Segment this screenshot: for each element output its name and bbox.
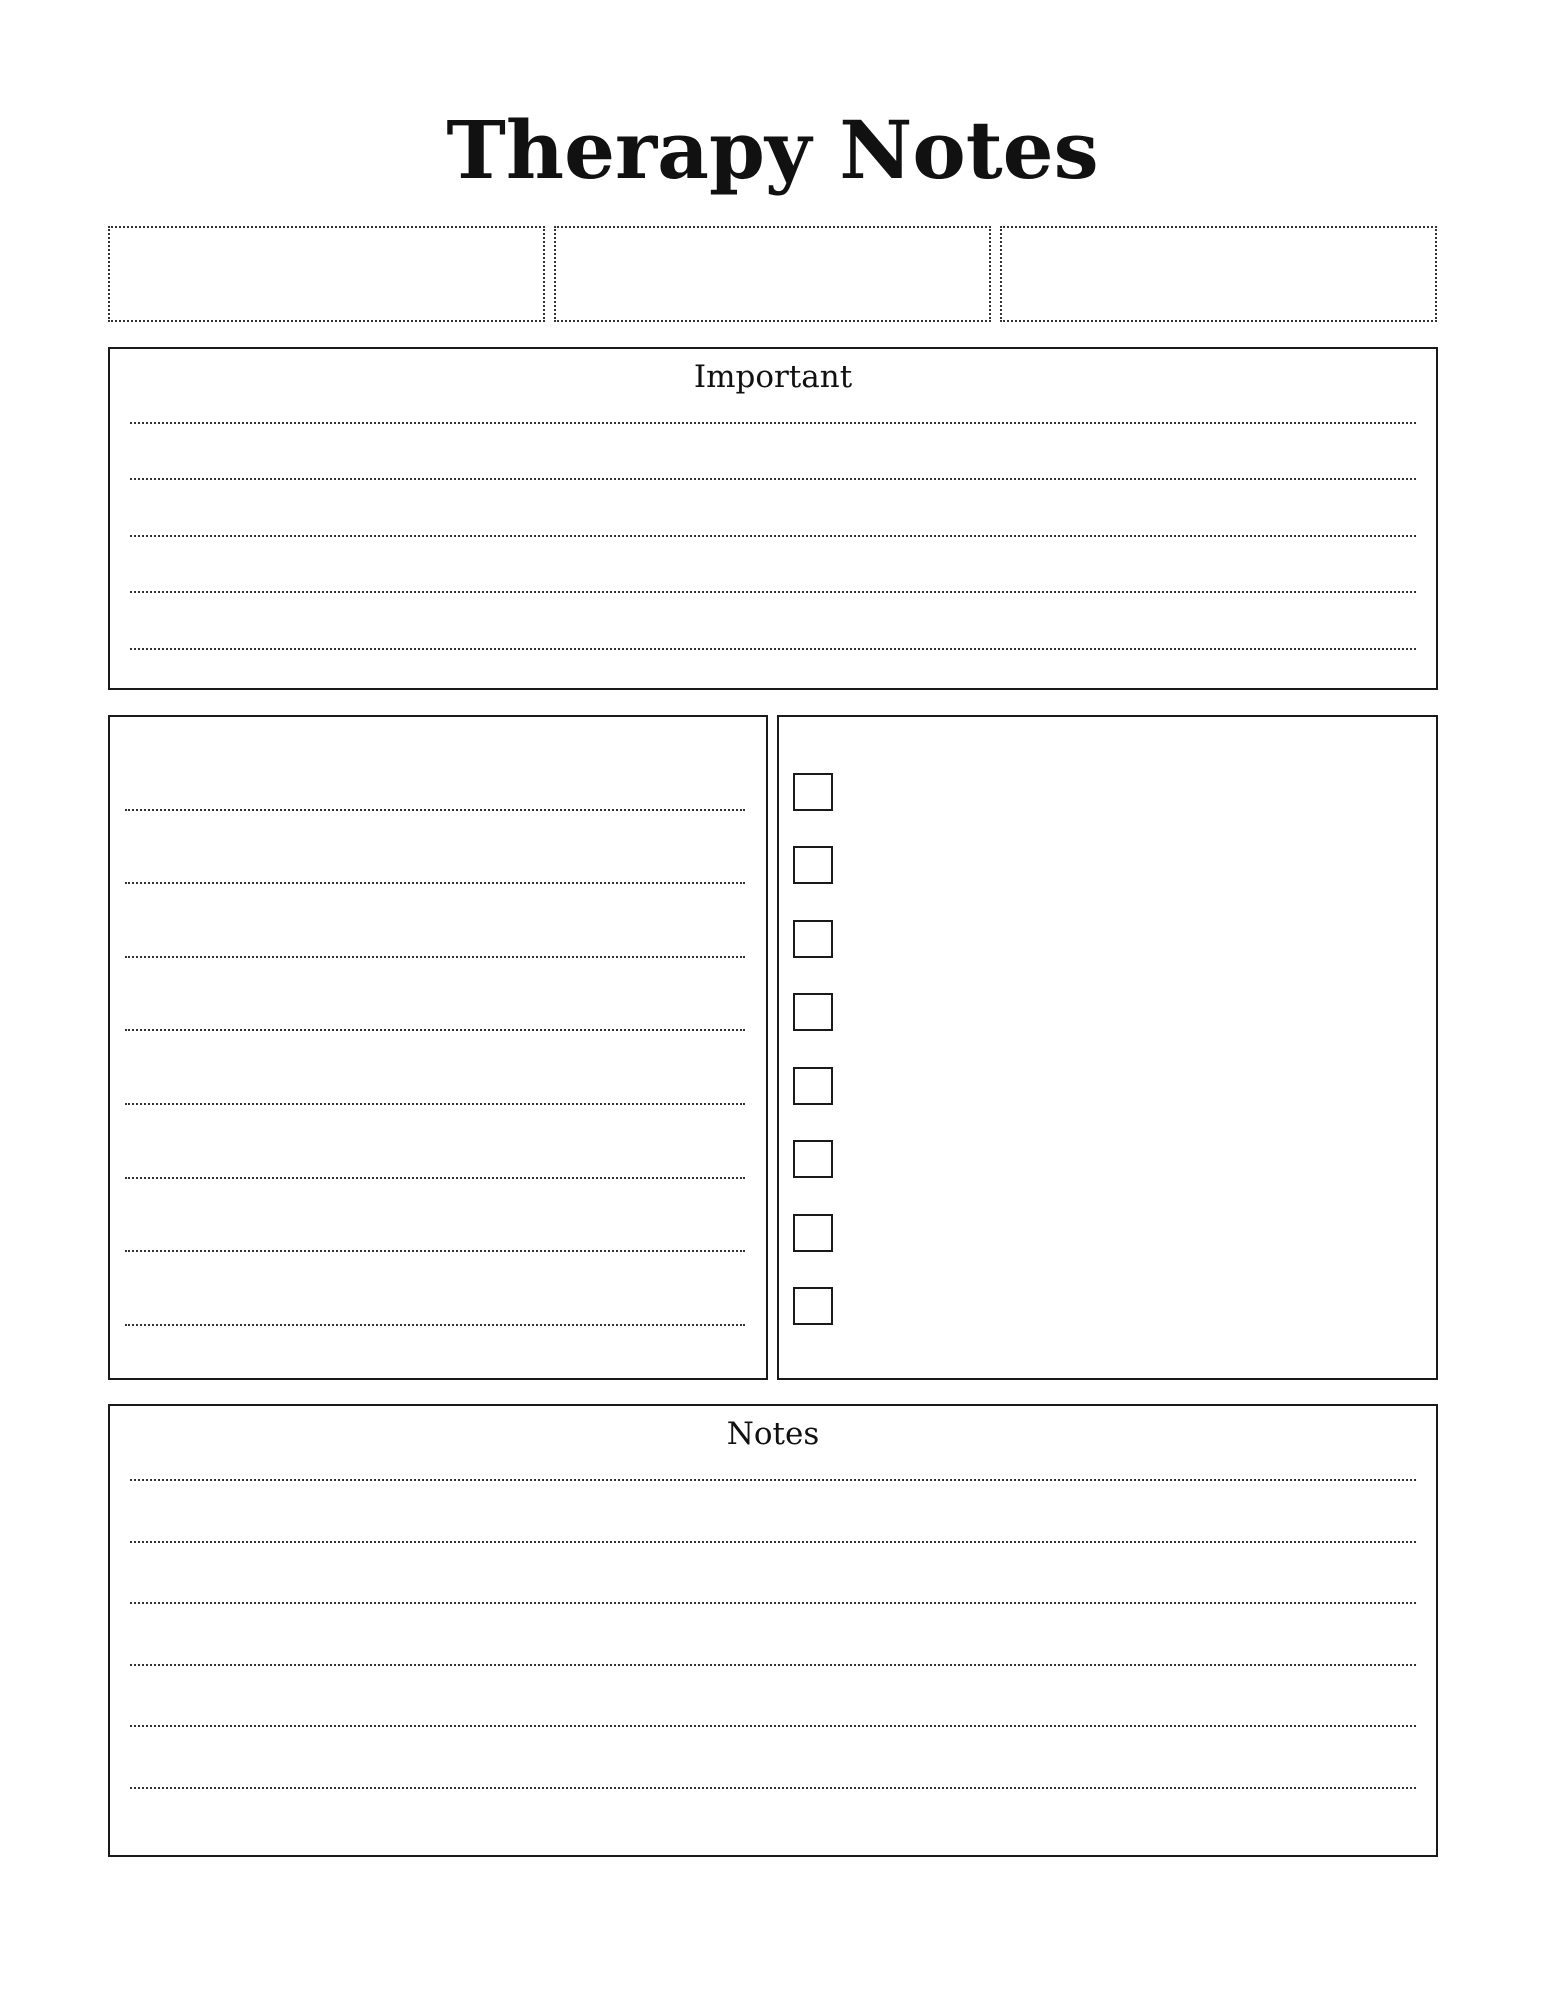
lined-panel-line[interactable] <box>125 1324 745 1326</box>
important-line[interactable] <box>130 422 1416 424</box>
lined-panel <box>108 715 768 1380</box>
notes-line[interactable] <box>130 1479 1416 1481</box>
lined-panel-line[interactable] <box>125 1177 745 1179</box>
checklist-checkbox[interactable] <box>793 1140 833 1178</box>
header-field-2[interactable] <box>554 226 991 322</box>
checklist-checkbox[interactable] <box>793 1214 833 1252</box>
checklist-checkbox[interactable] <box>793 993 833 1031</box>
notes-label: Notes <box>726 1416 820 1452</box>
header-field-1[interactable] <box>108 226 545 322</box>
checklist-panel <box>777 715 1438 1380</box>
lined-panel-line[interactable] <box>125 809 745 811</box>
lined-panel-line[interactable] <box>125 882 745 884</box>
notes-line[interactable] <box>130 1664 1416 1666</box>
notes-line[interactable] <box>130 1787 1416 1789</box>
header-field-3[interactable] <box>1000 226 1437 322</box>
important-section <box>108 347 1438 690</box>
checklist-checkbox[interactable] <box>793 1287 833 1325</box>
important-line[interactable] <box>130 478 1416 480</box>
lined-panel-line[interactable] <box>125 1250 745 1252</box>
checklist-checkbox[interactable] <box>793 920 833 958</box>
notes-line[interactable] <box>130 1602 1416 1604</box>
important-line[interactable] <box>130 648 1416 650</box>
important-line[interactable] <box>130 535 1416 537</box>
lined-panel-line[interactable] <box>125 956 745 958</box>
page-title: Therapy Notes <box>446 103 1099 197</box>
lined-panel-line[interactable] <box>125 1029 745 1031</box>
notes-line[interactable] <box>130 1541 1416 1543</box>
checklist-checkbox[interactable] <box>793 1067 833 1105</box>
checklist-checkbox[interactable] <box>793 846 833 884</box>
notes-line[interactable] <box>130 1725 1416 1727</box>
notes-section <box>108 1404 1438 1857</box>
important-line[interactable] <box>130 591 1416 593</box>
important-label: Important <box>693 359 853 395</box>
checklist-checkbox[interactable] <box>793 773 833 811</box>
lined-panel-line[interactable] <box>125 1103 745 1105</box>
